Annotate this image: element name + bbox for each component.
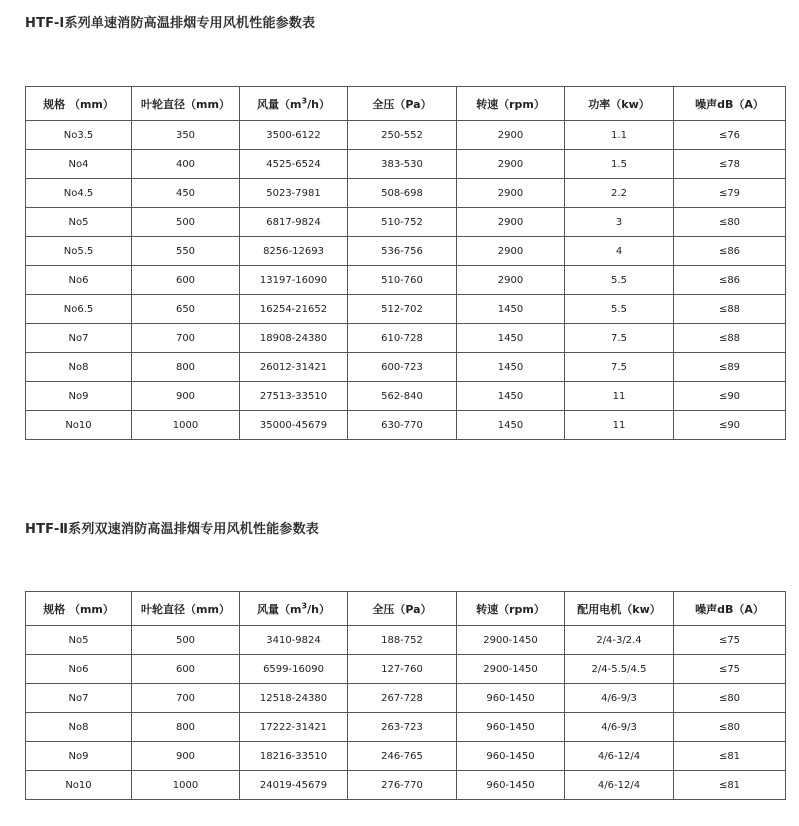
- header-impeller-diameter: 叶轮直径（mm）: [132, 87, 240, 121]
- header-noise: 噪声dB（A）: [674, 592, 786, 626]
- cell-airflow: 6817-9824: [240, 208, 348, 237]
- cell-spec: No8: [26, 713, 132, 742]
- cell-power: 2/4-5.5/4.5: [565, 655, 674, 684]
- table-row: [26, 324, 786, 353]
- table-row: [26, 742, 786, 771]
- cell-spec: No8: [26, 353, 132, 382]
- cell-total-pressure: 600-723: [348, 353, 457, 382]
- cell-airflow: 18216-33510: [240, 742, 348, 771]
- cell-spec: No5: [26, 208, 132, 237]
- cell-power: 7.5: [565, 353, 674, 382]
- cell-total-pressure: 267-728: [348, 684, 457, 713]
- cell-impeller-diameter: 350: [132, 121, 240, 150]
- cell-airflow: 8256-12693: [240, 237, 348, 266]
- cell-noise: ≤76: [674, 121, 786, 150]
- table-row: [26, 295, 786, 324]
- cell-noise: ≤88: [674, 295, 786, 324]
- cell-total-pressure: 383-530: [348, 150, 457, 179]
- cell-total-pressure: 246-765: [348, 742, 457, 771]
- cell-total-pressure: 250-552: [348, 121, 457, 150]
- header-rotation-speed: 转速（rpm）: [457, 592, 565, 626]
- cell-airflow: 6599-16090: [240, 655, 348, 684]
- header-airflow-main: 风量（m: [257, 97, 302, 111]
- table-row: [26, 266, 786, 295]
- header-spec: 规格 （mm）: [26, 592, 132, 626]
- cell-rotation-speed: 960-1450: [457, 713, 565, 742]
- cell-power: 5.5: [565, 295, 674, 324]
- cell-spec: No6.5: [26, 295, 132, 324]
- cell-impeller-diameter: 700: [132, 324, 240, 353]
- cell-total-pressure: 510-752: [348, 208, 457, 237]
- table-row: [26, 684, 786, 713]
- cell-spec: No9: [26, 382, 132, 411]
- table-row: [26, 179, 786, 208]
- cell-spec: No4: [26, 150, 132, 179]
- table1-title: HTF-Ⅰ系列单速消防高温排烟专用风机性能参数表: [25, 16, 316, 31]
- cell-rotation-speed: 2900-1450: [457, 626, 565, 655]
- cell-spec: No6: [26, 266, 132, 295]
- header-impeller-diameter: 叶轮直径（mm）: [132, 592, 240, 626]
- cell-airflow: 24019-45679: [240, 771, 348, 800]
- cell-airflow: 3410-9824: [240, 626, 348, 655]
- cell-airflow: 13197-16090: [240, 266, 348, 295]
- cell-rotation-speed: 1450: [457, 382, 565, 411]
- table-row: [26, 208, 786, 237]
- cell-spec: No3.5: [26, 121, 132, 150]
- cell-rotation-speed: 960-1450: [457, 742, 565, 771]
- cell-impeller-diameter: 500: [132, 208, 240, 237]
- header-airflow-sup: 3: [301, 95, 308, 105]
- cell-noise: ≤81: [674, 742, 786, 771]
- table1-header-row: [26, 87, 786, 121]
- table2-header-row: [26, 592, 786, 626]
- header-total-pressure: 全压（Pa）: [348, 87, 457, 121]
- cell-impeller-diameter: 600: [132, 266, 240, 295]
- cell-total-pressure: 610-728: [348, 324, 457, 353]
- cell-spec: No4.5: [26, 179, 132, 208]
- cell-impeller-diameter: 900: [132, 382, 240, 411]
- cell-impeller-diameter: 600: [132, 655, 240, 684]
- cell-impeller-diameter: 800: [132, 353, 240, 382]
- header-airflow-tail: /h）: [307, 97, 330, 111]
- cell-power: 5.5: [565, 266, 674, 295]
- cell-total-pressure: 630-770: [348, 411, 457, 440]
- cell-spec: No9: [26, 742, 132, 771]
- cell-impeller-diameter: 400: [132, 150, 240, 179]
- cell-impeller-diameter: 1000: [132, 771, 240, 800]
- cell-power: 11: [565, 382, 674, 411]
- cell-airflow: 18908-24380: [240, 324, 348, 353]
- cell-spec: No10: [26, 771, 132, 800]
- htf2-performance-table: [25, 591, 786, 800]
- header-airflow: [240, 87, 348, 121]
- cell-noise: ≤79: [674, 179, 786, 208]
- header-airflow-main: 风量（m: [257, 602, 302, 616]
- cell-rotation-speed: 1450: [457, 295, 565, 324]
- cell-total-pressure: 510-760: [348, 266, 457, 295]
- table-row: [26, 121, 786, 150]
- header-rotation-speed: 转速（rpm）: [457, 87, 565, 121]
- cell-rotation-speed: 2900: [457, 266, 565, 295]
- cell-rotation-speed: 960-1450: [457, 771, 565, 800]
- cell-noise: ≤75: [674, 626, 786, 655]
- cell-impeller-diameter: 550: [132, 237, 240, 266]
- cell-airflow: 3500-6122: [240, 121, 348, 150]
- cell-power: 1.5: [565, 150, 674, 179]
- cell-rotation-speed: 2900-1450: [457, 655, 565, 684]
- cell-rotation-speed: 1450: [457, 353, 565, 382]
- cell-rotation-speed: 1450: [457, 411, 565, 440]
- cell-power: 4/6-9/3: [565, 684, 674, 713]
- cell-spec: No5: [26, 626, 132, 655]
- cell-airflow: 12518-24380: [240, 684, 348, 713]
- cell-airflow: 35000-45679: [240, 411, 348, 440]
- header-airflow-sup: 3: [301, 600, 308, 610]
- cell-total-pressure: 508-698: [348, 179, 457, 208]
- cell-noise: ≤90: [674, 382, 786, 411]
- cell-rotation-speed: 1450: [457, 324, 565, 353]
- header-airflow-tail: /h）: [307, 602, 330, 616]
- header-power: 功率（kw）: [565, 87, 674, 121]
- table-row: [26, 353, 786, 382]
- cell-total-pressure: 127-760: [348, 655, 457, 684]
- table2-body: [26, 626, 786, 800]
- cell-power: 1.1: [565, 121, 674, 150]
- cell-noise: ≤78: [674, 150, 786, 179]
- cell-noise: ≤80: [674, 713, 786, 742]
- header-spec: 规格 （mm）: [26, 87, 132, 121]
- cell-impeller-diameter: 450: [132, 179, 240, 208]
- htf1-performance-table: [25, 86, 786, 440]
- cell-power: 4: [565, 237, 674, 266]
- cell-power: 3: [565, 208, 674, 237]
- cell-power: 4/6-12/4: [565, 771, 674, 800]
- table-row: [26, 655, 786, 684]
- cell-total-pressure: 562-840: [348, 382, 457, 411]
- cell-power: 4/6-12/4: [565, 742, 674, 771]
- cell-noise: ≤89: [674, 353, 786, 382]
- cell-total-pressure: 263-723: [348, 713, 457, 742]
- table-row: [26, 771, 786, 800]
- cell-noise: ≤88: [674, 324, 786, 353]
- table-row: [26, 237, 786, 266]
- cell-rotation-speed: 2900: [457, 150, 565, 179]
- cell-noise: ≤86: [674, 237, 786, 266]
- header-noise: 噪声dB（A）: [674, 87, 786, 121]
- table1-body: [26, 121, 786, 440]
- cell-power: 2/4-3/2.4: [565, 626, 674, 655]
- header-motor-power: 配用电机（kw）: [565, 592, 674, 626]
- cell-spec: No5.5: [26, 237, 132, 266]
- table-row: [26, 411, 786, 440]
- cell-impeller-diameter: 1000: [132, 411, 240, 440]
- cell-rotation-speed: 960-1450: [457, 684, 565, 713]
- cell-airflow: 17222-31421: [240, 713, 348, 742]
- cell-airflow: 16254-21652: [240, 295, 348, 324]
- cell-power: 4/6-9/3: [565, 713, 674, 742]
- cell-rotation-speed: 2900: [457, 208, 565, 237]
- cell-impeller-diameter: 700: [132, 684, 240, 713]
- cell-rotation-speed: 2900: [457, 179, 565, 208]
- cell-noise: ≤86: [674, 266, 786, 295]
- cell-spec: No6: [26, 655, 132, 684]
- table-row: [26, 382, 786, 411]
- cell-noise: ≤81: [674, 771, 786, 800]
- cell-spec: No10: [26, 411, 132, 440]
- cell-noise: ≤90: [674, 411, 786, 440]
- cell-noise: ≤80: [674, 684, 786, 713]
- cell-total-pressure: 276-770: [348, 771, 457, 800]
- table-row: [26, 626, 786, 655]
- cell-impeller-diameter: 800: [132, 713, 240, 742]
- cell-airflow: 27513-33510: [240, 382, 348, 411]
- table2-title: HTF-Ⅱ系列双速消防高温排烟专用风机性能参数表: [25, 522, 319, 537]
- cell-spec: No7: [26, 324, 132, 353]
- cell-noise: ≤80: [674, 208, 786, 237]
- cell-rotation-speed: 2900: [457, 121, 565, 150]
- cell-noise: ≤75: [674, 655, 786, 684]
- cell-airflow: 4525-6524: [240, 150, 348, 179]
- cell-impeller-diameter: 900: [132, 742, 240, 771]
- cell-power: 11: [565, 411, 674, 440]
- header-airflow: [240, 592, 348, 626]
- cell-power: 7.5: [565, 324, 674, 353]
- cell-power: 2.2: [565, 179, 674, 208]
- cell-impeller-diameter: 500: [132, 626, 240, 655]
- cell-airflow: 5023-7981: [240, 179, 348, 208]
- table-row: [26, 713, 786, 742]
- cell-spec: No7: [26, 684, 132, 713]
- cell-rotation-speed: 2900: [457, 237, 565, 266]
- cell-impeller-diameter: 650: [132, 295, 240, 324]
- cell-airflow: 26012-31421: [240, 353, 348, 382]
- cell-total-pressure: 512-702: [348, 295, 457, 324]
- header-total-pressure: 全压（Pa）: [348, 592, 457, 626]
- cell-total-pressure: 188-752: [348, 626, 457, 655]
- cell-total-pressure: 536-756: [348, 237, 457, 266]
- table-row: [26, 150, 786, 179]
